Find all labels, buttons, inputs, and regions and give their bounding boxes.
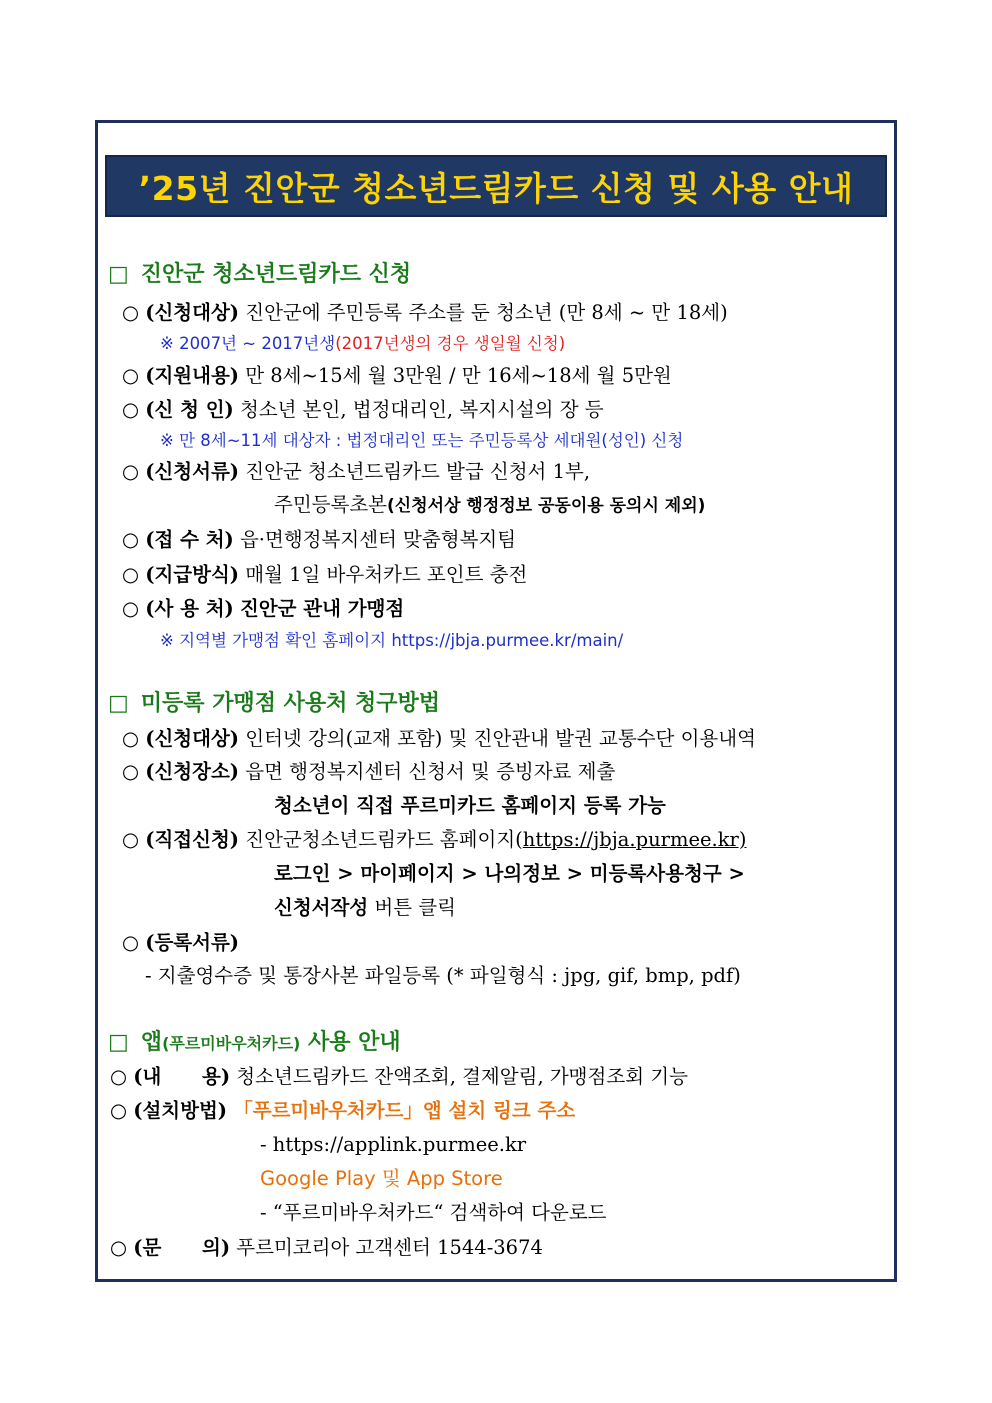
bullet-icon: ○ xyxy=(122,398,140,421)
s3-install-row: ○ (설치방법) 「푸르미바우처카드」앱 설치 링크 주소 xyxy=(110,1099,576,1122)
checkbox-icon: □ xyxy=(108,262,129,287)
bullet-icon: ○ xyxy=(122,597,140,620)
section2-heading: □ 미등록 가맹점 사용처 청구방법 xyxy=(108,691,441,716)
bullet-icon: ○ xyxy=(122,760,140,783)
bullet-icon: ○ xyxy=(122,528,140,551)
bullet-icon: ○ xyxy=(122,460,140,483)
s2-reg-text: - 지출영수증 및 통장사본 파일등록 (* 파일형식 : jpg, gif, bmp, pdf) xyxy=(145,964,741,987)
s2-place-row2: 청소년이 직접 푸르미카드 홈페이지 등록 가능 xyxy=(274,794,666,817)
section3-heading: □ 앱(푸르미바우처카드) 사용 안내 xyxy=(108,1030,401,1055)
bullet-icon: ○ xyxy=(122,301,140,324)
bullet-icon: ○ xyxy=(122,931,140,954)
s2-reg-row: ○ (등록서류) xyxy=(122,931,240,954)
bullet-icon: ○ xyxy=(122,364,140,387)
store-text: Google Play 및 App Store xyxy=(260,1167,503,1190)
applink-link[interactable]: - https://applink.purmee.kr xyxy=(260,1133,527,1156)
s3-contact-row: ○ (문 의) 푸르미코리아 고객센터 1544-3674 xyxy=(110,1236,543,1259)
checkbox-icon: □ xyxy=(108,691,129,716)
s1-target-note: ※ 2007년 ~ 2017년생(2017년생의 경우 생일월 신청) xyxy=(160,334,566,353)
bullet-icon: ○ xyxy=(110,1065,128,1088)
search-instruction: - “푸르미바우처카드“ 검색하여 다운로드 xyxy=(260,1201,607,1224)
s1-office-row: ○ (접 수 처) 읍·면행정복지센터 맞춤형복지팀 xyxy=(122,528,517,551)
bullet-icon: ○ xyxy=(122,727,140,750)
s1-applicant-row: ○ (신 청 인) 청소년 본인, 법정대리인, 복지시설의 장 등 xyxy=(122,398,604,421)
s1-target-text: 진안군에 주민등록 주소를 둔 청소년 (만 8세 ~ 만 18세) xyxy=(245,301,728,324)
s1-target-row xyxy=(122,299,728,327)
section1-heading: □ 진안군 청소년드림카드 신청 xyxy=(108,262,412,287)
bullet-icon: ○ xyxy=(122,563,140,586)
s2-path-row: 로그인 > 마이페이지 > 나의정보 > 미등록사용청구 > xyxy=(274,862,745,885)
s1-use-row: ○ (사 용 처) 진안군 관내 가맹점 xyxy=(122,597,405,620)
s2-path-row2: 신청서작성 버튼 클릭 xyxy=(274,896,456,919)
s1-target-label: (신청대상) xyxy=(145,301,240,324)
s1-pay-row: ○ (지급방식) 매월 1일 바우처카드 포인트 충전 xyxy=(122,563,528,586)
s2-place-row: ○ (신청장소) 읍면 행정복지센터 신청서 및 증빙자료 제출 xyxy=(122,760,616,783)
bullet-icon: ○ xyxy=(110,1099,128,1122)
bullet-icon: ○ xyxy=(110,1236,128,1259)
title-banner xyxy=(105,155,887,217)
s1-support-row: ○ (지원내용) 만 8세~15세 월 3만원 / 만 16세~18세 월 5만원 xyxy=(122,364,672,387)
homepage-link[interactable]: https://jbja.purmee.kr) xyxy=(522,828,747,851)
s1-use-note: ※ 지역별 가맹점 확인 홈페이지 https://jbja.purmee.kr/main/ xyxy=(160,631,624,650)
page-title: ’25년 진안군 청소년드림카드 신청 및 사용 안내 xyxy=(138,168,854,208)
s3-content-row: ○ (내 용) 청소년드림카드 잔액조회, 결제알림, 가맹점조회 기능 xyxy=(110,1065,688,1088)
s1-docs-row: ○ (신청서류) 진안군 청소년드림카드 발급 신청서 1부, xyxy=(122,460,591,483)
s1-applicant-note: ※ 만 8세~11세 대상자 : 법정대리인 또는 주민등록상 세대원(성인) 신청 xyxy=(160,431,684,450)
s2-target-row: ○ (신청대상) 인터넷 강의(교재 포함) 및 진안관내 발권 교통수단 이용내역 xyxy=(122,727,756,750)
bullet-icon: ○ xyxy=(122,828,140,851)
checkbox-icon: □ xyxy=(108,1030,129,1055)
s2-direct-row: ○ (직접신청) 진안군청소년드림카드 홈페이지(https://jbja.purmee.kr) xyxy=(122,828,747,851)
s1-docs-row2: 주민등록초본(신청서상 행정정보 공동이용 동의시 제외) xyxy=(274,493,706,516)
